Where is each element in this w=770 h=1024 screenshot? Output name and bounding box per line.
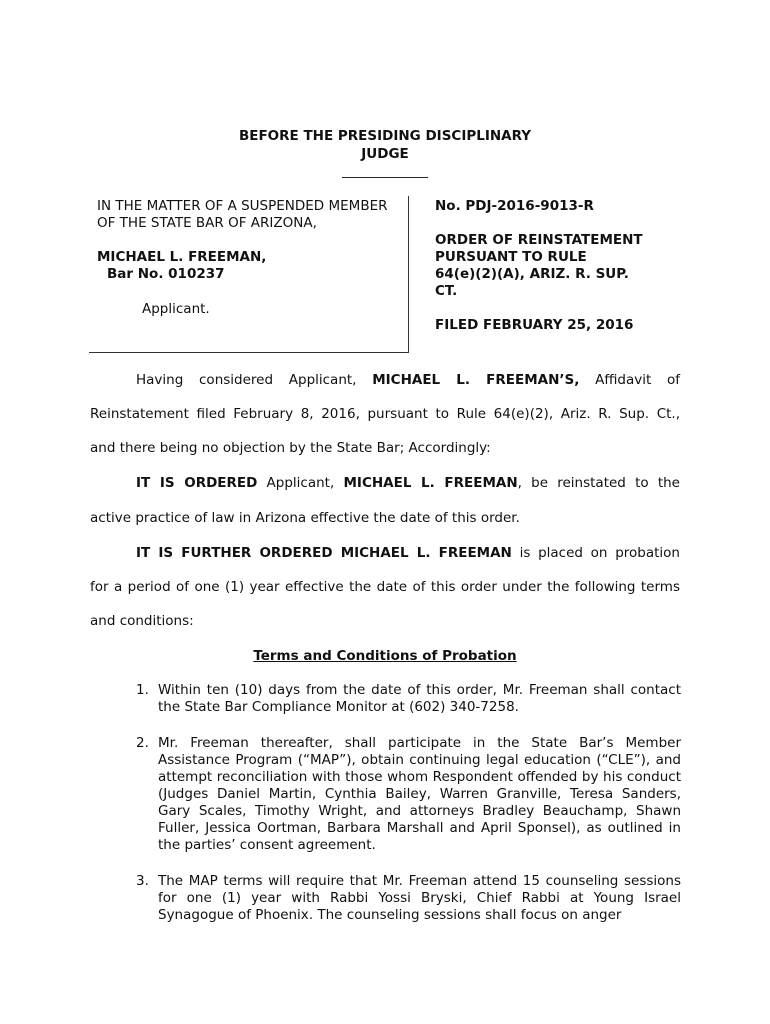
p3-further-ordered: IT IS FURTHER ORDERED MICHAEL L. FREEMAN (136, 545, 512, 561)
matter-line2: OF THE STATE BAR OF ARIZONA, (97, 215, 317, 231)
caption-left-block (97, 198, 407, 318)
applicant-name: MICHAEL L. FREEMAN, (97, 249, 267, 265)
matter-line1: IN THE MATTER OF A SUSPENDED MEMBER (97, 198, 388, 214)
term-text: Mr. Freeman thereafter, shall participate in the State Bar’s Member Assistance Program (“MAP”), obtain continuing legal education (“CLE”), and attempt reconciliation with those whom Respondent offended by his conduct (Judges Daniel Martin, Cynthia Bailey, Warren Granville, Teresa Sanders, Gary Scales, Timothy Wright, and attorneys Bradley Beauchamp, Shawn Fuller, Jessica Oortman, Barbara Marshall and April Sponsel), as outlined in the parties’ consent agreement. (158, 735, 681, 853)
paragraph-2-line1 (90, 466, 680, 501)
p3-text-a: is placed on probation (511, 545, 680, 561)
paragraph-1-line1 (90, 363, 680, 398)
paragraph-3-line3: and conditions: (90, 613, 194, 629)
caption-divider-horizontal (89, 352, 409, 353)
court-title-line1: BEFORE THE PRESIDING DISCIPLINARY (238, 128, 532, 144)
caption-right-block (435, 198, 685, 334)
paragraph-3-line2: for a period of one (1) year effective the date of this order under the following terms (90, 579, 680, 595)
paragraph-2-line2: active practice of law in Arizona effective the date of this order. (90, 510, 520, 526)
paragraph-1-line2: Reinstatement filed February 8, 2016, pursuant to Rule 64(e)(2), Ariz. R. Sup. Ct., (90, 406, 680, 422)
term-number: 1. (136, 682, 149, 698)
p1-text-b: Affidavit of (579, 372, 680, 388)
filed-date: FILED FEBRUARY 25, 2016 (435, 317, 634, 333)
p2-ordered: IT IS ORDERED (136, 475, 258, 491)
order-title-line1: ORDER OF REINSTATEMENT (435, 232, 643, 248)
order-title-line4: CT. (435, 283, 458, 299)
order-title-line2: PURSUANT TO RULE (435, 249, 587, 265)
list-item (136, 682, 681, 716)
list-item (136, 873, 681, 924)
term-number: 3. (136, 873, 149, 889)
paragraph-3-line1 (90, 536, 680, 571)
p1-applicant-name: MICHAEL L. FREEMAN’S, (372, 372, 580, 388)
list-item (136, 735, 681, 854)
term-text: Within ten (10) days from the date of this order, Mr. Freeman shall contact the State Bar Compliance Monitor at (602) 340-7258. (158, 682, 681, 715)
p2-text-a: Applicant, (257, 475, 344, 491)
p2-applicant-name: MICHAEL L. FREEMAN (343, 475, 518, 491)
term-number: 2. (136, 735, 149, 751)
order-title-line3: 64(e)(2)(A), ARIZ. R. SUP. (435, 266, 629, 282)
bar-number: Bar No. 010237 (107, 266, 225, 282)
p2-text-b: , be reinstated to the (517, 475, 680, 491)
applicant-role: Applicant. (142, 301, 210, 317)
court-title-line2: JUDGE (361, 146, 409, 162)
p1-text-a: Having considered Applicant, (136, 372, 373, 388)
case-number: No. PDJ-2016-9013-R (435, 198, 594, 214)
paragraph-1-line3: and there being no objection by the State Bar; Accordingly: (90, 440, 491, 456)
title-underline (342, 177, 428, 178)
term-text: The MAP terms will require that Mr. Freeman attend 15 counseling sessions for one (1) year with Rabbi Yossi Bryski, Chief Rabbi at Young Israel Synagogue of Phoenix. The counseling sessions shall focus on anger (158, 873, 681, 923)
caption-divider-vertical (408, 196, 409, 352)
terms-heading: Terms and Conditions of Probation (253, 648, 517, 664)
